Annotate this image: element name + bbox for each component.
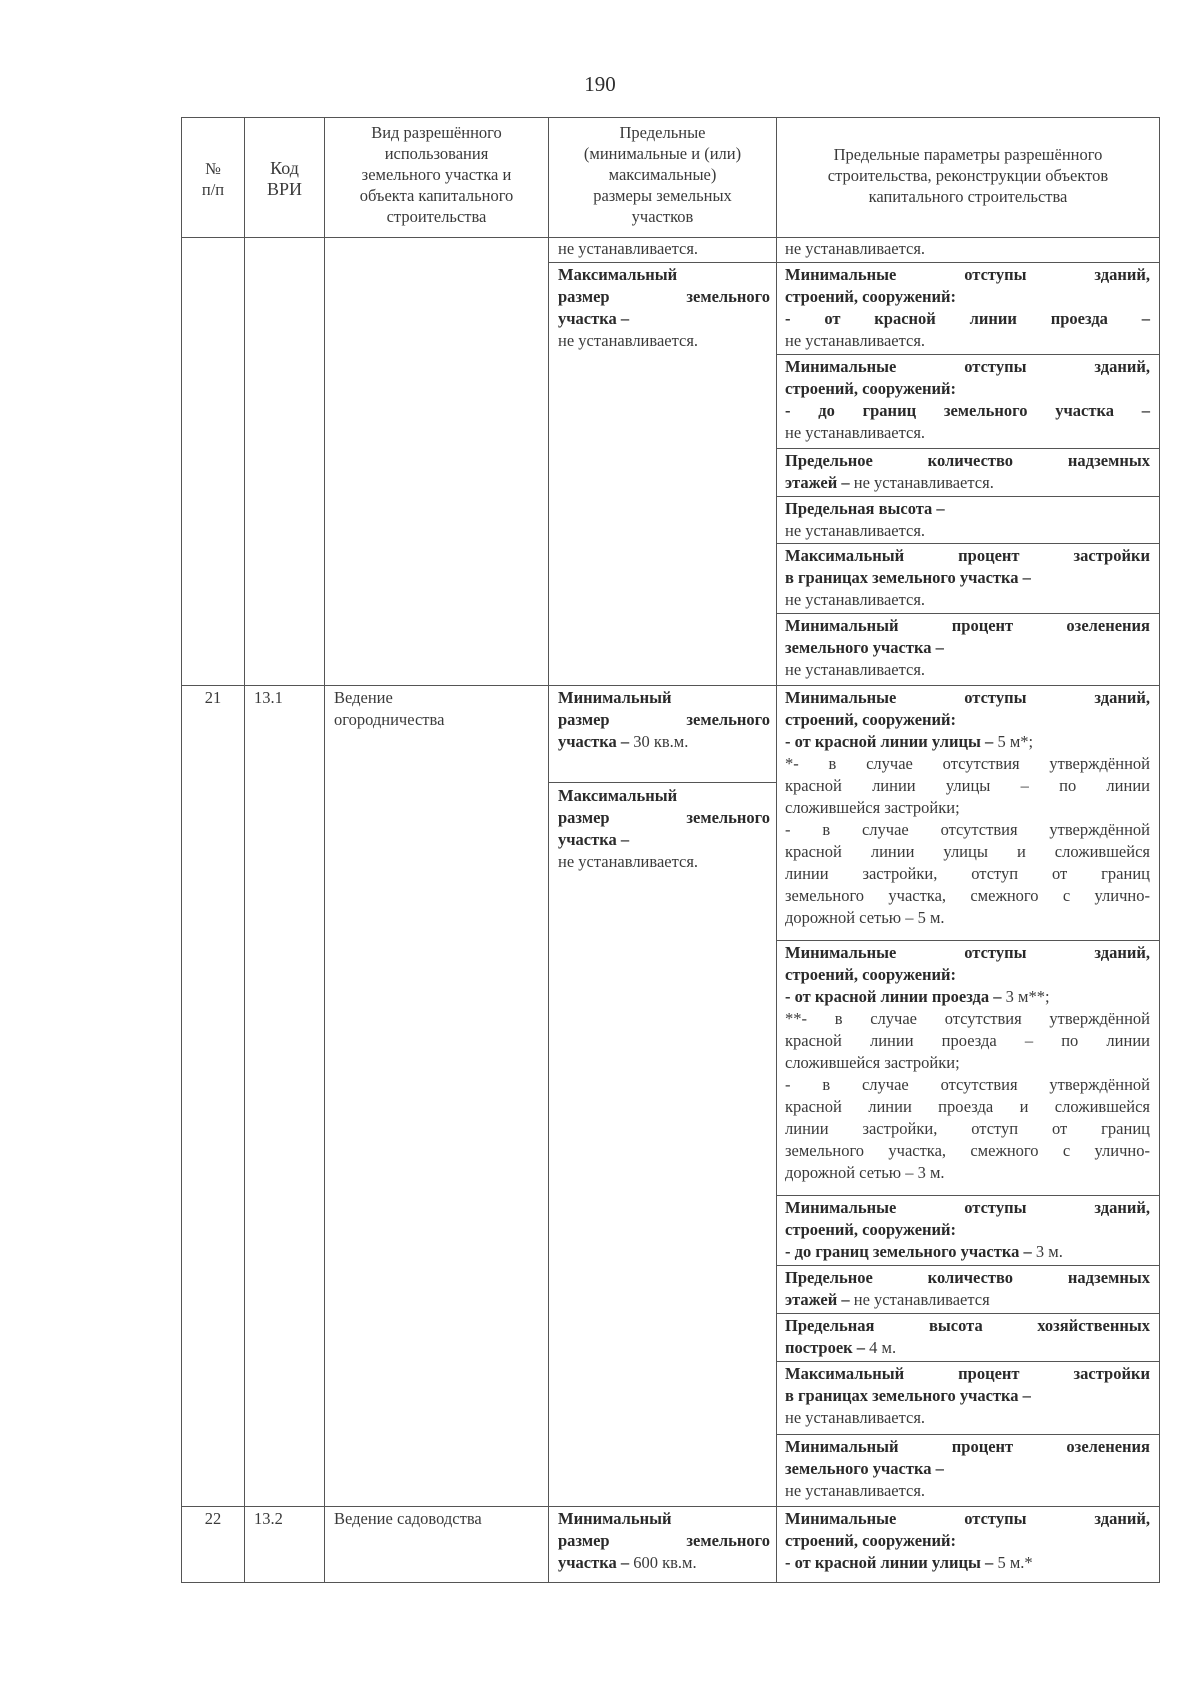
row21-use: Ведение огородничества [334, 688, 445, 729]
cont-size-top: не устанавливается. [558, 239, 699, 258]
row21-size-max: Максимальный размер земельного участка – не устанавливается. [558, 786, 770, 871]
cont-params-top: не устанавливается. [785, 239, 926, 258]
header-params: Предельные параметры разрешённого строительства, реконструкции объектов капитального строительства [827, 145, 1109, 206]
row22-size-min: Минимальный размер земельного участка – 600 кв.м. [558, 1509, 770, 1572]
cont-param-setback-boundary: Минимальные отступы зданий, строений, сооружений: - до границ земельного участка – не устанавливается. [785, 357, 1150, 442]
cont-param-floors: Предельное количество надземных этажей – не устанавливается. [785, 451, 1150, 492]
row21-size-min: Минимальный размер земельного участка – 30 кв.м. [558, 688, 770, 751]
row22-code: 13.2 [254, 1509, 283, 1528]
page-number: 190 [584, 72, 616, 96]
row22-param-setback-street: Минимальные отступы зданий, строений, сооружений: - от красной линии улицы – 5 м.* [785, 1509, 1150, 1572]
cont-size-max: Максимальный размер земельного участка – не устанавливается. [558, 265, 770, 350]
row21-param-setback-street: Минимальные отступы зданий, строений, сооружений: - от красной линии улицы – 5 м*; *- в случае отсутствия утверждённой красной линии улицы – по линии сложившейся застройки; - в случае отсутствия утверждённой красной линии улицы и сложившейся линии застройки, отступ от границ земельного участка, смежного с улично- дорожной сетью – 5 м. [785, 688, 1150, 927]
row21-param-floors: Предельное количество надземных этажей – не устанавливается [785, 1268, 1150, 1309]
row21-param-setback-boundary: Минимальные отступы зданий, строений, сооружений: - до границ земельного участка – 3 м. [785, 1198, 1150, 1261]
row21-param-setback-driveway: Минимальные отступы зданий, строений, сооружений: - от красной линии проезда – 3 м**; **- в случае отсутствия утверждённой красной линии проезда – по линии сложившейся застройки; - в случае отсутствия утверждённой красной линии проезда и сложившейся линии застройки, отступ от границ земельного участка, смежного с улично- дорожной сетью – 3 м. [785, 943, 1150, 1182]
header-code: Код ВРИ [266, 158, 302, 199]
row22-num: 22 [204, 1509, 222, 1528]
row21-param-height: Предельная высота хозяйственных построек – 4 м. [785, 1316, 1150, 1357]
cont-param-height: Предельная высота – не устанавливается. [785, 499, 945, 540]
row21-code: 13.1 [254, 688, 283, 707]
header-num: № п/п [201, 159, 225, 199]
cont-param-max-coverage: Максимальный процент застройки в границах земельного участка – не устанавливается. [785, 546, 1150, 609]
row22-use: Ведение садоводства [334, 1509, 482, 1528]
row21-num: 21 [204, 688, 222, 707]
row21-param-min-greenery: Минимальный процент озеленения земельного участка – не устанавливается. [785, 1437, 1150, 1500]
cont-param-min-greenery: Минимальный процент озеленения земельного участка – не устанавливается. [785, 616, 1150, 679]
header-use: Вид разрешённого использования земельного участка и объекта капитального строительства [359, 123, 514, 226]
cont-param-setback-driveway: Минимальные отступы зданий, строений, сооружений: - от красной линии проезда – не устанавливается. [785, 265, 1150, 350]
row21-param-max-coverage: Максимальный процент застройки в границах земельного участка – не устанавливается. [785, 1364, 1150, 1427]
header-size: Предельные (минимальные и (или) максимальные) размеры земельных участков [583, 123, 742, 226]
